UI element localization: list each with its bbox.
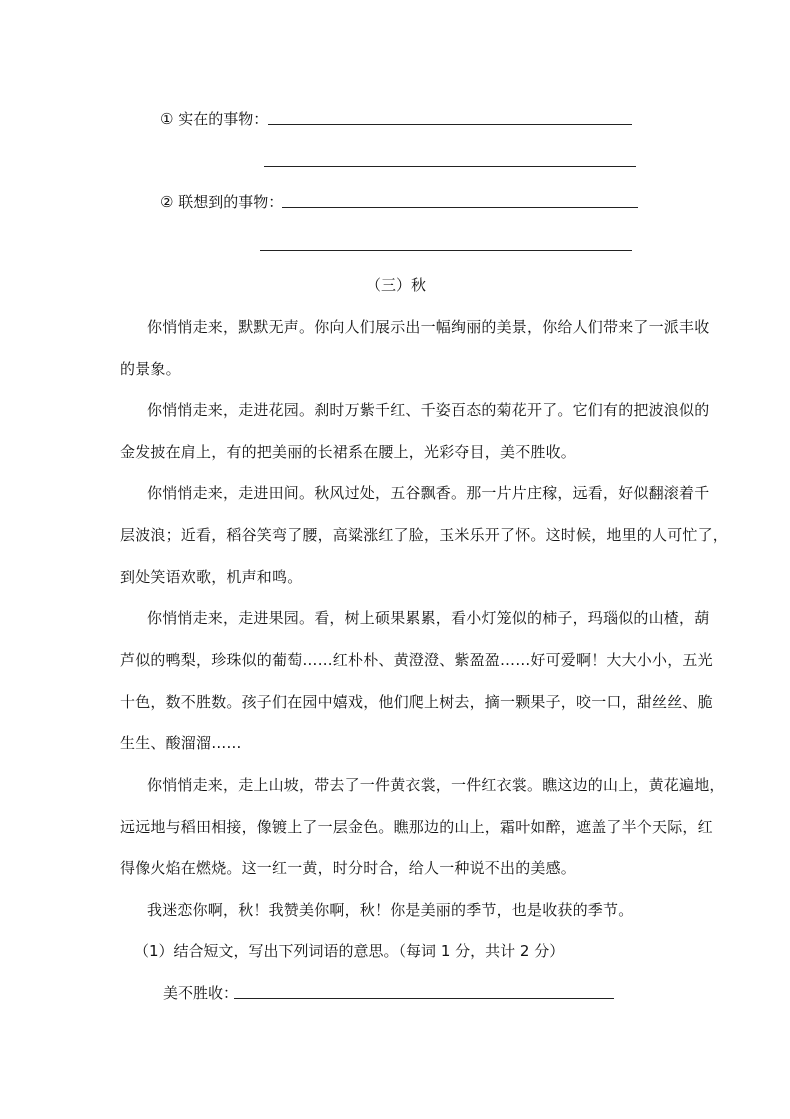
paragraph-3-line: 层波浪；近看，稻谷笑弯了腰，高粱涨红了脸，玉米乐开了怀。这时候，地里的人可忙了，	[120, 526, 729, 544]
item2-label: ② 联想到的事物：	[160, 193, 284, 211]
paragraph-4-line: 你悄悄走来，走进果园。看，树上硕果累累，看小灯笼似的柿子，玛瑙似的山楂，葫	[147, 609, 710, 627]
item2-answer-line-1[interactable]	[282, 207, 638, 208]
term-1-answer-line[interactable]	[234, 998, 614, 999]
paragraph-5-line: 你悄悄走来，走上山坡，带去了一件黄衣裳，一件红衣裳。瞧这边的山上，黄花遍地，	[147, 776, 725, 794]
paragraph-1-line: 的景象。	[120, 360, 181, 378]
paragraph-4-line: 生生、酸溜溜……	[120, 734, 242, 752]
paragraph-6-line: 我迷恋你啊，秋！我赞美你啊，秋！你是美丽的季节，也是收获的季节。	[147, 901, 634, 919]
item2-answer-line-2[interactable]	[260, 250, 632, 251]
paragraph-4-line: 十色，数不胜数。孩子们在园中嬉戏，他们爬上树去，摘一颗果子，咬一口，甜丝丝、脆	[120, 693, 713, 711]
paragraph-2-line: 金发披在肩上，有的把美丽的长裙系在腰上，光彩夺目，美不胜收。	[120, 443, 577, 461]
paragraph-5-line: 得像火焰在燃烧。这一红一黄，时分时合，给人一种说不出的美感。	[120, 859, 577, 877]
paragraph-1-line: 你悄悄走来，默默无声。你向人们展示出一幅绚丽的美景，你给人们带来了一派丰收	[147, 318, 710, 336]
item1-answer-line-1[interactable]	[268, 124, 632, 125]
paragraph-4-line: 芦似的鸭梨，珍珠似的葡萄……红朴朴、黄澄澄、紫盈盈……好可爱啊！大大小小，五光	[120, 651, 713, 669]
term-1-label: 美不胜收：	[163, 984, 239, 1002]
paragraph-3-line: 到处笑语欢歌，机声和鸣。	[120, 568, 303, 586]
item1-answer-line-2[interactable]	[264, 166, 636, 167]
paragraph-5-line: 远远地与稻田相接，像镀上了一层金色。瞧那边的山上，霜叶如醉，遮盖了半个天际，红	[120, 818, 713, 836]
question-1: （1）结合短文，写出下列词语的意思。（每词 1 分，共计 2 分）	[134, 942, 565, 960]
item1-label: ① 实在的事物：	[160, 110, 269, 128]
paragraph-3-line: 你悄悄走来，走进田间。秋风过处，五谷飘香。那一片片庄稼，远看，好似翻滚着千	[147, 484, 710, 502]
paragraph-2-line: 你悄悄走来，走进花园。刹时万紫千红、千姿百态的菊花开了。它们有的把波浪似的	[147, 401, 710, 419]
section-title: （三）秋	[366, 276, 427, 294]
